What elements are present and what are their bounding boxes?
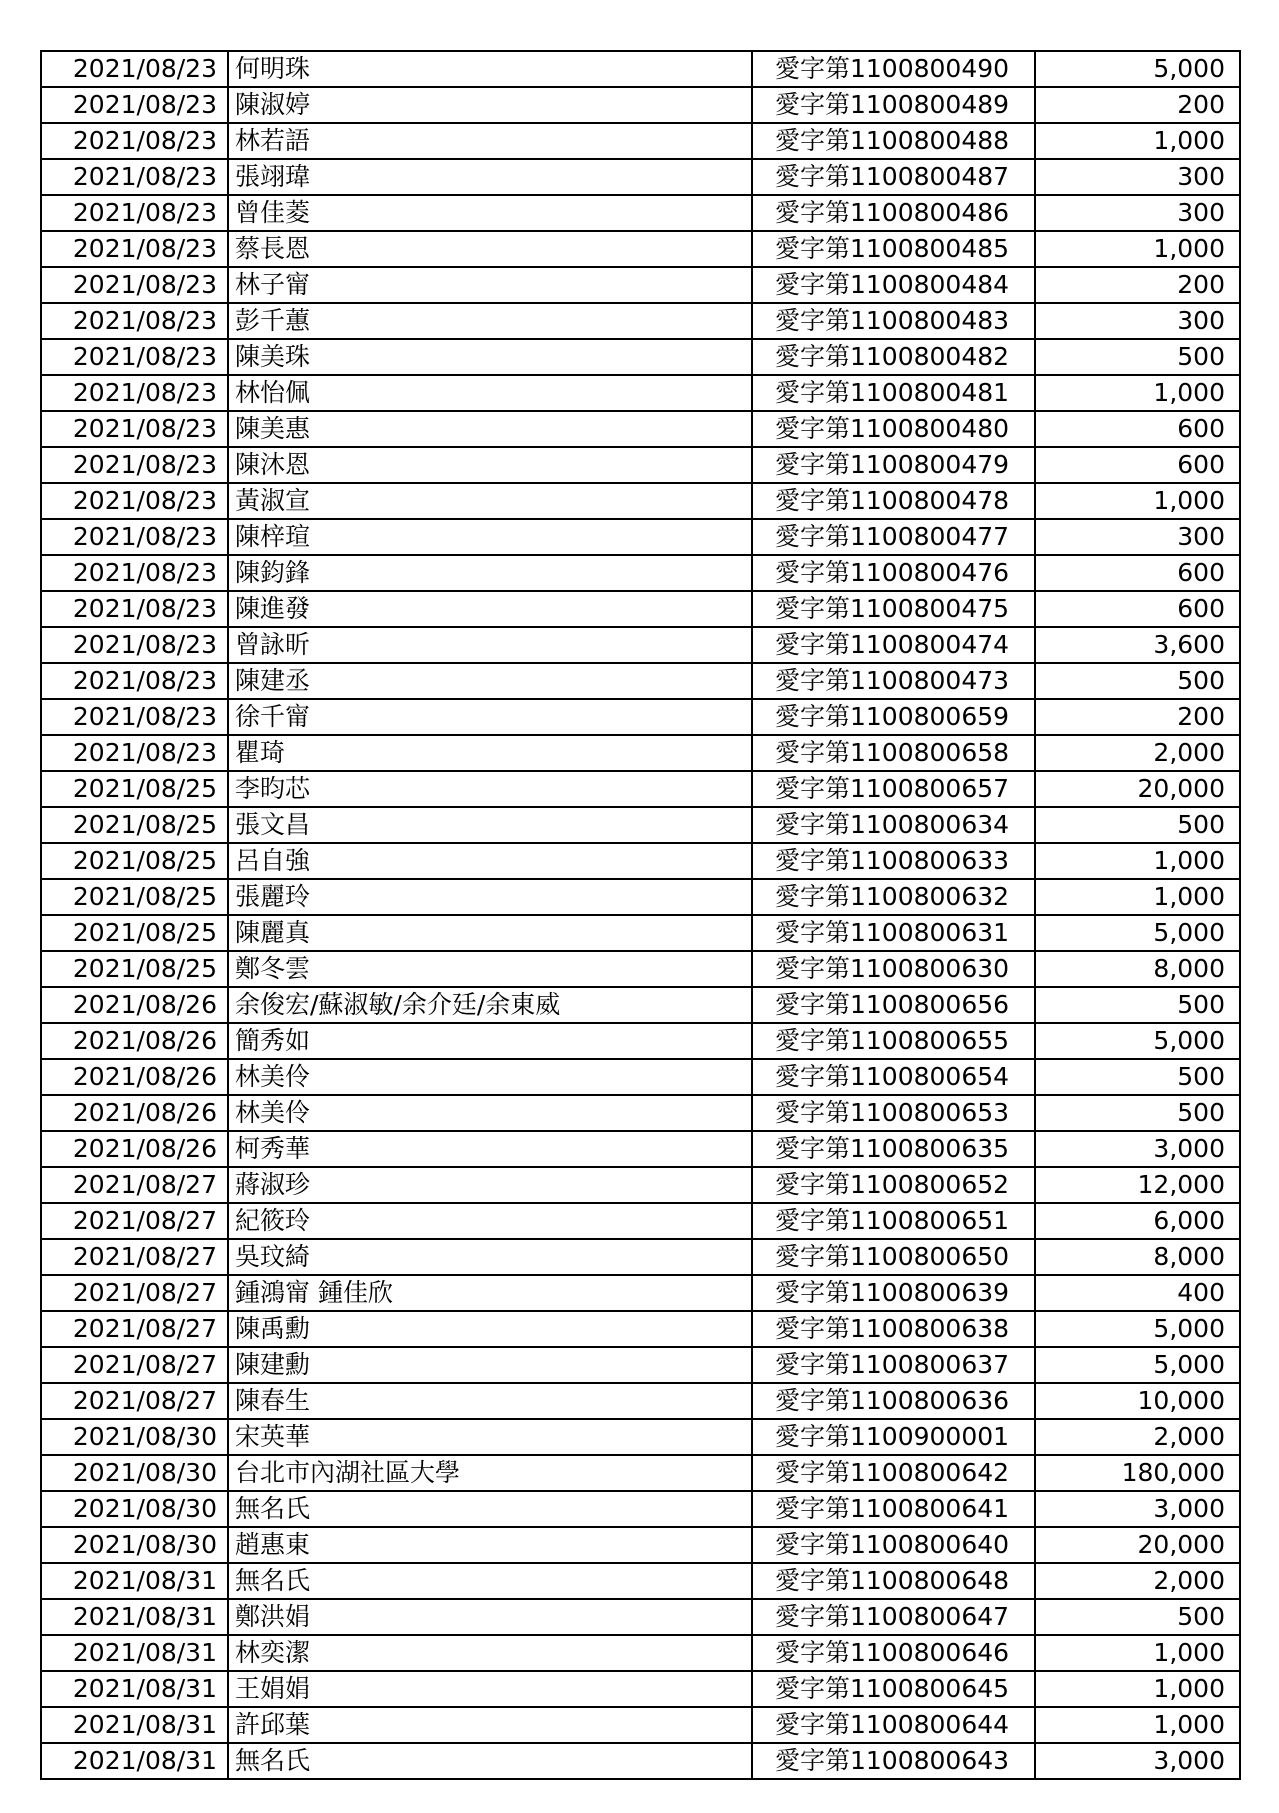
- donation-amount: 300: [1035, 303, 1240, 339]
- table-row: [41, 1527, 1240, 1563]
- donor-name: 無名氏: [228, 1563, 752, 1599]
- donation-amount: 5,000: [1035, 1311, 1240, 1347]
- donation-date: 2021/08/23: [41, 267, 228, 303]
- table-row: [41, 1671, 1240, 1707]
- receipt-number: 愛字第1100800635: [752, 1131, 1035, 1167]
- donation-amount: 300: [1035, 195, 1240, 231]
- receipt-number: 愛字第1100800655: [752, 1023, 1035, 1059]
- receipt-number: 愛字第1100800639: [752, 1275, 1035, 1311]
- table-row: [41, 1239, 1240, 1275]
- donation-date: 2021/08/31: [41, 1707, 228, 1743]
- donor-name: 陳春生: [228, 1383, 752, 1419]
- donor-name: 吳玟綺: [228, 1239, 752, 1275]
- donor-name: 陳鈞鋒: [228, 555, 752, 591]
- donation-date: 2021/08/23: [41, 519, 228, 555]
- donor-name: 蔡長恩: [228, 231, 752, 267]
- receipt-number: 愛字第1100800657: [752, 771, 1035, 807]
- donation-date: 2021/08/23: [41, 159, 228, 195]
- donation-date: 2021/08/26: [41, 1095, 228, 1131]
- table-row: [41, 771, 1240, 807]
- donation-amount: 1,000: [1035, 123, 1240, 159]
- donation-amount: 3,000: [1035, 1743, 1240, 1779]
- donation-amount: 12,000: [1035, 1167, 1240, 1203]
- receipt-number: 愛字第1100800487: [752, 159, 1035, 195]
- table-row: [41, 1167, 1240, 1203]
- receipt-number: 愛字第1100800643: [752, 1743, 1035, 1779]
- receipt-number: 愛字第1100800636: [752, 1383, 1035, 1419]
- receipt-number: 愛字第1100800644: [752, 1707, 1035, 1743]
- donor-name: 蔣淑珍: [228, 1167, 752, 1203]
- donation-amount: 5,000: [1035, 51, 1240, 87]
- table-row: [41, 267, 1240, 303]
- donation-date: 2021/08/30: [41, 1527, 228, 1563]
- donation-amount: 500: [1035, 1059, 1240, 1095]
- donation-amount: 8,000: [1035, 951, 1240, 987]
- receipt-number: 愛字第1100800634: [752, 807, 1035, 843]
- donation-amount: 5,000: [1035, 1347, 1240, 1383]
- donor-name: 林怡佩: [228, 375, 752, 411]
- table-row: [41, 1203, 1240, 1239]
- receipt-number: 愛字第1100800476: [752, 555, 1035, 591]
- receipt-number: 愛字第1100800480: [752, 411, 1035, 447]
- donation-amount: 500: [1035, 987, 1240, 1023]
- donation-table: [40, 50, 1241, 1780]
- table-row: [41, 1491, 1240, 1527]
- donation-date: 2021/08/30: [41, 1491, 228, 1527]
- donor-name: 彭千蕙: [228, 303, 752, 339]
- donor-name: 張麗玲: [228, 879, 752, 915]
- donation-amount: 3,600: [1035, 627, 1240, 663]
- table-row: [41, 231, 1240, 267]
- donor-name: 何明珠: [228, 51, 752, 87]
- donation-amount: 500: [1035, 1599, 1240, 1635]
- donor-name: 陳梓瑄: [228, 519, 752, 555]
- table-row: [41, 627, 1240, 663]
- table-row: [41, 1743, 1240, 1779]
- receipt-number: 愛字第1100800658: [752, 735, 1035, 771]
- donation-date: 2021/08/23: [41, 87, 228, 123]
- donation-amount: 200: [1035, 87, 1240, 123]
- donation-date: 2021/08/27: [41, 1275, 228, 1311]
- table-row: [41, 1383, 1240, 1419]
- receipt-number: 愛字第1100800632: [752, 879, 1035, 915]
- table-row: [41, 339, 1240, 375]
- receipt-number: 愛字第1100800642: [752, 1455, 1035, 1491]
- receipt-number: 愛字第1100800630: [752, 951, 1035, 987]
- donation-date: 2021/08/30: [41, 1419, 228, 1455]
- table-row: [41, 663, 1240, 699]
- table-row: [41, 1563, 1240, 1599]
- receipt-number: 愛字第1100800640: [752, 1527, 1035, 1563]
- donation-amount: 20,000: [1035, 771, 1240, 807]
- donation-amount: 500: [1035, 1095, 1240, 1131]
- donation-date: 2021/08/23: [41, 51, 228, 87]
- table-row: [41, 375, 1240, 411]
- donor-name: 林若語: [228, 123, 752, 159]
- table-row: [41, 1059, 1240, 1095]
- donation-date: 2021/08/23: [41, 483, 228, 519]
- receipt-number: 愛字第1100800484: [752, 267, 1035, 303]
- donation-date: 2021/08/23: [41, 339, 228, 375]
- table-row: [41, 1635, 1240, 1671]
- donation-date: 2021/08/27: [41, 1311, 228, 1347]
- receipt-number: 愛字第1100800631: [752, 915, 1035, 951]
- table-row: [41, 987, 1240, 1023]
- donor-name: 徐千甯: [228, 699, 752, 735]
- table-row: [41, 1023, 1240, 1059]
- receipt-number: 愛字第1100800486: [752, 195, 1035, 231]
- receipt-number: 愛字第1100800477: [752, 519, 1035, 555]
- table-row: [41, 1095, 1240, 1131]
- donation-amount: 400: [1035, 1275, 1240, 1311]
- donor-name: 柯秀華: [228, 1131, 752, 1167]
- receipt-number: 愛字第1100800653: [752, 1095, 1035, 1131]
- table-row: [41, 159, 1240, 195]
- donation-amount: 1,000: [1035, 1707, 1240, 1743]
- receipt-number: 愛字第1100800485: [752, 231, 1035, 267]
- donor-name: 呂自強: [228, 843, 752, 879]
- donation-date: 2021/08/25: [41, 879, 228, 915]
- donor-name: 趙惠東: [228, 1527, 752, 1563]
- receipt-number: 愛字第1100800482: [752, 339, 1035, 375]
- table-row: [41, 843, 1240, 879]
- donation-date: 2021/08/26: [41, 1131, 228, 1167]
- table-row: [41, 591, 1240, 627]
- donation-date: 2021/08/23: [41, 231, 228, 267]
- donation-amount: 1,000: [1035, 231, 1240, 267]
- table-row: [41, 123, 1240, 159]
- donation-date: 2021/08/23: [41, 411, 228, 447]
- table-row: [41, 1707, 1240, 1743]
- donor-name: 曾詠昕: [228, 627, 752, 663]
- donor-name: 林美伶: [228, 1059, 752, 1095]
- donation-amount: 1,000: [1035, 375, 1240, 411]
- donation-date: 2021/08/25: [41, 915, 228, 951]
- donor-name: 陳建勳: [228, 1347, 752, 1383]
- receipt-number: 愛字第1100800659: [752, 699, 1035, 735]
- donor-name: 陳禹勳: [228, 1311, 752, 1347]
- receipt-number: 愛字第1100800654: [752, 1059, 1035, 1095]
- donation-date: 2021/08/26: [41, 1023, 228, 1059]
- donation-amount: 1,000: [1035, 1671, 1240, 1707]
- table-row: [41, 1131, 1240, 1167]
- donor-name: 張翊瑋: [228, 159, 752, 195]
- donation-date: 2021/08/23: [41, 447, 228, 483]
- receipt-number: 愛字第1100800641: [752, 1491, 1035, 1527]
- receipt-number: 愛字第1100800652: [752, 1167, 1035, 1203]
- donor-name: 無名氏: [228, 1743, 752, 1779]
- receipt-number: 愛字第1100800656: [752, 987, 1035, 1023]
- table-row: [41, 1311, 1240, 1347]
- table-row: [41, 51, 1240, 87]
- donation-date: 2021/08/23: [41, 735, 228, 771]
- donation-amount: 6,000: [1035, 1203, 1240, 1239]
- donation-amount: 2,000: [1035, 735, 1240, 771]
- donation-date: 2021/08/23: [41, 591, 228, 627]
- table-row: [41, 951, 1240, 987]
- donor-name: 林奕潔: [228, 1635, 752, 1671]
- donation-date: 2021/08/27: [41, 1347, 228, 1383]
- receipt-number: 愛字第1100800633: [752, 843, 1035, 879]
- donor-name: 宋英華: [228, 1419, 752, 1455]
- donor-name: 曾佳菱: [228, 195, 752, 231]
- donation-amount: 8,000: [1035, 1239, 1240, 1275]
- donation-amount: 300: [1035, 519, 1240, 555]
- table-row: [41, 195, 1240, 231]
- receipt-number: 愛字第1100800483: [752, 303, 1035, 339]
- donor-name: 瞿琦: [228, 735, 752, 771]
- table-row: [41, 1599, 1240, 1635]
- donor-name: 陳麗真: [228, 915, 752, 951]
- table-row: [41, 1419, 1240, 1455]
- table-row: [41, 483, 1240, 519]
- donation-date: 2021/08/23: [41, 699, 228, 735]
- donor-name: 余俊宏/蘇淑敏/余介廷/余東威: [228, 987, 752, 1023]
- donation-amount: 200: [1035, 267, 1240, 303]
- donation-amount: 1,000: [1035, 483, 1240, 519]
- donation-amount: 2,000: [1035, 1419, 1240, 1455]
- donation-date: 2021/08/31: [41, 1743, 228, 1779]
- donor-name: 陳美珠: [228, 339, 752, 375]
- donation-amount: 5,000: [1035, 915, 1240, 951]
- donor-name: 王娟娟: [228, 1671, 752, 1707]
- receipt-number: 愛字第1100800648: [752, 1563, 1035, 1599]
- table-row: [41, 735, 1240, 771]
- table-row: [41, 519, 1240, 555]
- receipt-number: 愛字第1100800637: [752, 1347, 1035, 1383]
- donation-amount: 3,000: [1035, 1491, 1240, 1527]
- donation-date: 2021/08/27: [41, 1203, 228, 1239]
- donor-name: 林子甯: [228, 267, 752, 303]
- donation-table-body: [41, 51, 1240, 1779]
- donation-amount: 500: [1035, 807, 1240, 843]
- donation-date: 2021/08/31: [41, 1635, 228, 1671]
- donation-amount: 1,000: [1035, 879, 1240, 915]
- receipt-number: 愛字第1100800645: [752, 1671, 1035, 1707]
- donor-name: 鍾鴻甯 鍾佳欣: [228, 1275, 752, 1311]
- donation-date: 2021/08/23: [41, 663, 228, 699]
- donor-name: 陳沐恩: [228, 447, 752, 483]
- donation-date: 2021/08/25: [41, 771, 228, 807]
- donation-amount: 180,000: [1035, 1455, 1240, 1491]
- table-row: [41, 555, 1240, 591]
- table-row: [41, 87, 1240, 123]
- donation-date: 2021/08/23: [41, 627, 228, 663]
- donation-amount: 5,000: [1035, 1023, 1240, 1059]
- donor-name: 張文昌: [228, 807, 752, 843]
- donor-name: 李昀芯: [228, 771, 752, 807]
- donor-name: 鄭洪娟: [228, 1599, 752, 1635]
- receipt-number: 愛字第1100800481: [752, 375, 1035, 411]
- donation-amount: 20,000: [1035, 1527, 1240, 1563]
- donation-date: 2021/08/31: [41, 1599, 228, 1635]
- donation-amount: 600: [1035, 591, 1240, 627]
- table-row: [41, 879, 1240, 915]
- donor-name: 陳進發: [228, 591, 752, 627]
- receipt-number: 愛字第1100800473: [752, 663, 1035, 699]
- receipt-number: 愛字第1100800474: [752, 627, 1035, 663]
- donor-name: 鄭冬雲: [228, 951, 752, 987]
- donor-name: 無名氏: [228, 1491, 752, 1527]
- donation-amount: 500: [1035, 339, 1240, 375]
- receipt-number: 愛字第1100800490: [752, 51, 1035, 87]
- donation-date: 2021/08/25: [41, 807, 228, 843]
- receipt-number: 愛字第1100800489: [752, 87, 1035, 123]
- receipt-number: 愛字第1100900001: [752, 1419, 1035, 1455]
- donation-amount: 200: [1035, 699, 1240, 735]
- donation-ledger: [40, 50, 1239, 1780]
- receipt-number: 愛字第1100800646: [752, 1635, 1035, 1671]
- donation-date: 2021/08/23: [41, 375, 228, 411]
- donation-amount: 3,000: [1035, 1131, 1240, 1167]
- receipt-number: 愛字第1100800478: [752, 483, 1035, 519]
- table-row: [41, 807, 1240, 843]
- donation-date: 2021/08/30: [41, 1455, 228, 1491]
- receipt-number: 愛字第1100800651: [752, 1203, 1035, 1239]
- donor-name: 許邱葉: [228, 1707, 752, 1743]
- donor-name: 紀筱玲: [228, 1203, 752, 1239]
- donation-amount: 2,000: [1035, 1563, 1240, 1599]
- table-row: [41, 447, 1240, 483]
- donation-date: 2021/08/31: [41, 1563, 228, 1599]
- donation-date: 2021/08/26: [41, 987, 228, 1023]
- receipt-number: 愛字第1100800650: [752, 1239, 1035, 1275]
- receipt-number: 愛字第1100800647: [752, 1599, 1035, 1635]
- table-row: [41, 1455, 1240, 1491]
- donor-name: 黃淑宣: [228, 483, 752, 519]
- donor-name: 陳淑婷: [228, 87, 752, 123]
- donation-amount: 300: [1035, 159, 1240, 195]
- donor-name: 陳美惠: [228, 411, 752, 447]
- receipt-number: 愛字第1100800479: [752, 447, 1035, 483]
- receipt-number: 愛字第1100800488: [752, 123, 1035, 159]
- table-row: [41, 411, 1240, 447]
- donation-date: 2021/08/25: [41, 843, 228, 879]
- donation-date: 2021/08/23: [41, 195, 228, 231]
- donor-name: 台北市內湖社區大學: [228, 1455, 752, 1491]
- table-row: [41, 1275, 1240, 1311]
- table-row: [41, 303, 1240, 339]
- table-row: [41, 1347, 1240, 1383]
- donation-date: 2021/08/25: [41, 951, 228, 987]
- donation-amount: 600: [1035, 555, 1240, 591]
- table-row: [41, 699, 1240, 735]
- donation-date: 2021/08/23: [41, 123, 228, 159]
- donation-date: 2021/08/31: [41, 1671, 228, 1707]
- donation-date: 2021/08/27: [41, 1167, 228, 1203]
- donation-amount: 10,000: [1035, 1383, 1240, 1419]
- donation-date: 2021/08/26: [41, 1059, 228, 1095]
- donation-date: 2021/08/27: [41, 1383, 228, 1419]
- receipt-number: 愛字第1100800638: [752, 1311, 1035, 1347]
- donor-name: 林美伶: [228, 1095, 752, 1131]
- donation-amount: 600: [1035, 411, 1240, 447]
- donation-date: 2021/08/23: [41, 555, 228, 591]
- donation-date: 2021/08/23: [41, 303, 228, 339]
- donation-date: 2021/08/27: [41, 1239, 228, 1275]
- table-row: [41, 915, 1240, 951]
- donor-name: 簡秀如: [228, 1023, 752, 1059]
- receipt-number: 愛字第1100800475: [752, 591, 1035, 627]
- donation-amount: 1,000: [1035, 843, 1240, 879]
- donation-amount: 500: [1035, 663, 1240, 699]
- donor-name: 陳建丞: [228, 663, 752, 699]
- donation-amount: 600: [1035, 447, 1240, 483]
- donation-amount: 1,000: [1035, 1635, 1240, 1671]
